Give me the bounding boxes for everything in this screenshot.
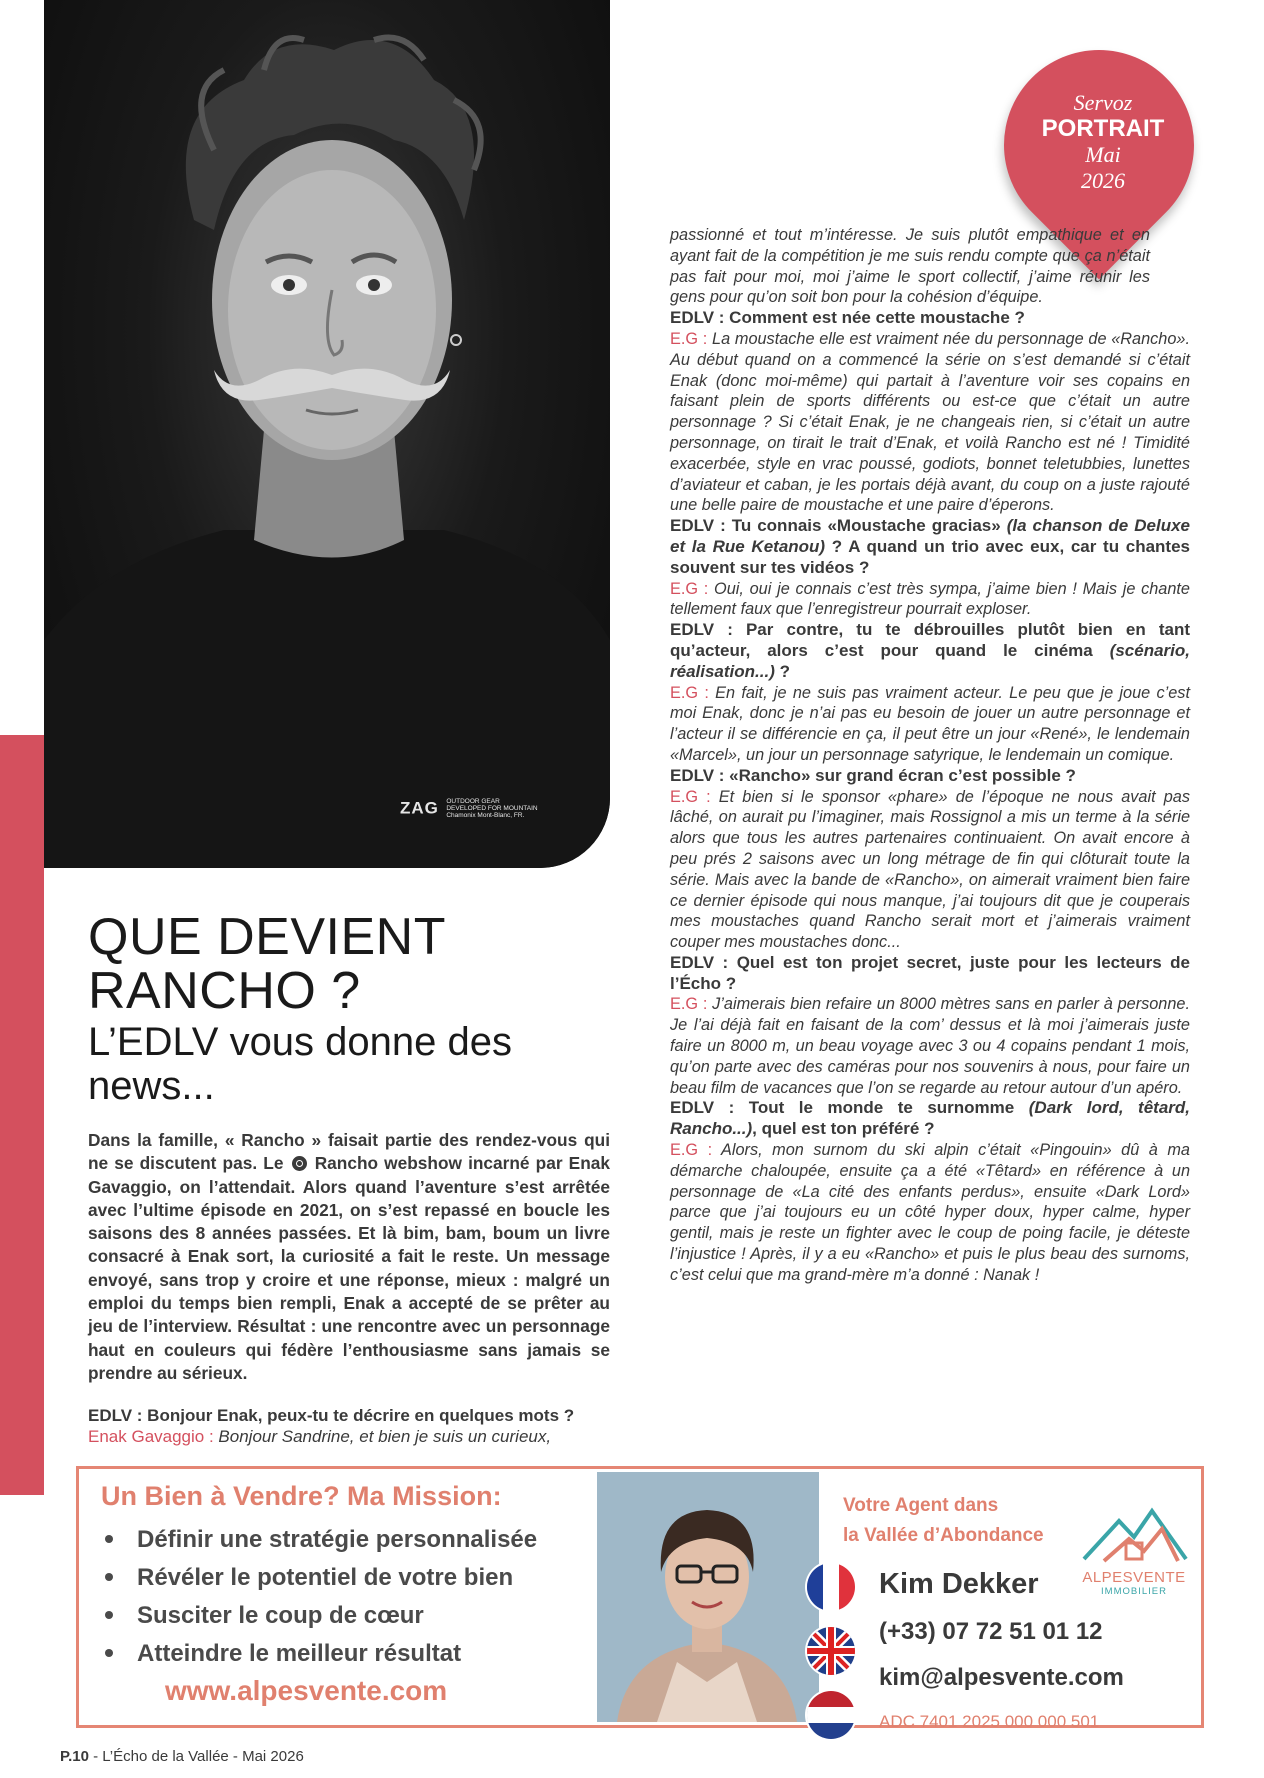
uk-flag-icon[interactable] [807,1627,855,1675]
question-1: EDLV : Bonjour Enak, peux-tu te décrire en quelques mots ? [88,1406,575,1425]
agent-tagline: Votre Agent dans la Vallée d’Abondance [843,1495,1044,1546]
answer-3: Oui, oui je connais c’est très sympa, j’aime bien ! Mais je chante tellement faux que l’enregistreur pourrait exploser. [670,579,1190,619]
mountain-logo-icon [1074,1499,1194,1569]
page-footer [60,1748,304,1765]
ad-bullet-1: Définir une stratégie personnalisée [101,1521,537,1559]
alpesvente-logo: ALPESVENTE IMMOBILIER [1069,1499,1199,1597]
ad-website-link[interactable]: www.alpesvente.com [165,1675,448,1706]
language-flags [807,1563,855,1755]
ad-bullet-3: Susciter le coup de cœur [101,1597,537,1635]
article-title [88,910,608,1108]
interview-column: passionné et tout m’intéresse. Je suis plutôt empathique et en ayant fait de la compétition je me suis rendu compte que ça n’était pas fait pour moi, moi j’aime le sport collectif, j’aime réunir les gens pour qu’on soit bon pour la cohésion d’équipe. EDLV : Comment est née cette moustache ? E.G : La moustache elle est vraiment née du personnage de «Rancho». Au début quand on a commencé la série on s’est demandé si c’était Enak (donc moi-même) qui partait à l’aventure voir ses copains en faisant plein de sports différents ou est-ce que c’était un autre personnage ? Si c’était Enak, je ne changeais rien, si c’était un autre personnage, on tirait le trait d’Enak, et voilà Rancho est né ! Timidité exacerbée, style en vrac poussé, godiots, bonnet teletubbies, lunettes d’aviateur et caban, je les portais déjà avant, du coup on a juste rajouté une belle paire de moustache et une paire d’éperons. EDLV : Tu connais «Moustache gracias» (la chanson de Deluxe et la Rue Ketanou) ? A quand un trio avec eux, car tu chantes souvent sur tes vidéos ? E.G : Oui, oui je connais c’est très sympa, j’aime bien ! Mais je chante tellement faux que l’enregistreur pourrait exploser. EDLV : Par contre, tu te débrouilles plutôt bien en tant qu’acteur, alors c’est pour quand le cinéma (scénario, réalisation...) ? E.G : En fait, je ne suis pas vraiment acteur. Le peu que je joue c’est moi Enak, donc je n’ai pas eu besoin de jouer un autre personnage et l’acteur il se différencie en ça, il peut être un jour «René», le lendemain «Marcel», un jour un personnage satyrique, le lendemain un comique. EDLV : «Rancho» sur grand écran c’est possible ? E.G : Et bien si le sponsor «phare» de l’époque ne nous avait pas lâché, on aurait pu l’imaginer, mais Rossignol a mis un terme à la série alors que tous les autres partenaires continuaient. On avait encore à peu prés 2 saisons avec un long métrage de fin qui clôturait toute la série. Mais avec la bande de «Rancho», on aimerait vraiment bien faire ce dernier épisode qui nous manque, j’ai toujours dit que je couperais mes moustaches quand Rancho serait mort et j’aimerais vraiment couper mes moustaches donc... EDLV : Quel est ton projet secret, juste pour les lecteurs de l’Écho ? E.G : J’aimerais bien refaire un 8000 mètres sans en parler à personne. Je l’ai déjà fait en faisant de la com’ dessus et là moi j’aimerais juste faire un 8000 m, un beau voyage avec 3 ou 4 copains pendant 1 mois, qu’on parte avec des caméras pour nos souvenirs à nous, pour faire un beau film de vacances que l’on se regarde au retour autour d’un apéro. EDLV : Tout le monde te surnomme (Dark lord, têtard, Rancho...), quel est ton préféré ? E.G : Alors, mon surnom du ski alpin c’était «Pingouin» dû à ma démarche chaloupée, ensuite ça a été «Têtard» en référence à un personnage de «La cité des enfants perdus», ensuite «Dark Lord» parce que j’ai toujours eu un côté hyper doux, hyper calme, hyper gentil, mais je reste un fighter avec le coup de poing facile, je déteste l’injustice ! Après, il y a eu «Rancho» et puis le plus beau des surnoms, c’est celui que ma grand-mère m’a donné : Nanak ! [670,226,1191,1284]
agent-photo [597,1472,819,1722]
ad-bullet-4: Atteindre le meilleur résultat [101,1635,537,1673]
badge-year: 2026 [1081,168,1125,193]
badge-month: Mai [1085,142,1121,167]
article-intro: Dans la famille, « Rancho » faisait partie des rendez-vous qui ne se discutent pas. Le Rancho webshow incarné par Enak Gavaggio, on l’attendait. Alors quand l’aventure s’est arrêtée avec l’ultime épisode en 2021, on s’est repassé en boucle les saisons des 8 années passées. Et là bim, bam, boum un livre consacré à Enak sort, la curiosité a fait le reste. Un message envoyé, sans trop y croire et une réponse, mieux : malgré un emploi du temps bien rempli, Enak a accepté de se prêter au jeu de l’interview. Résultat : une rencontre avec un personnage haut en couleurs qui fédère l’enthousiasme sans jamais se prendre au sérieux. [88,1130,610,1383]
agent-name: Kim Dekker [879,1568,1039,1600]
badge-section: PORTRAIT [1041,115,1165,142]
decorative-red-strip [0,735,44,1495]
ad-bullets [101,1521,537,1673]
ad-bullet-2: Révéler le potentiel de votre bien [101,1559,537,1597]
answer-5: Et bien si le sponsor «phare» de l’époque ne nous avait pas lâché, on aurait pu l’imaginer, mais Rossignol a mis un terme à la série alors que tous les autres partenaires continuaient. On avait encore à peu prés 2 saisons avec un long métrage de fin qui clôturait toute la série. Mais avec la bande de «Rancho», on aimerait vraiment bien faire ce dernier épisode qui nous manque, j’ai toujours dit que je couperais mes moustaches quand Rancho serait mort et j’aimerais vraiment couper mes moustaches donc... [670,787,1190,952]
portrait-illustration [44,0,610,868]
real-estate-ad [76,1466,1204,1731]
french-flag-icon[interactable] [807,1563,855,1611]
footer-text: - L’Écho de la Vallée - Mai 2026 [88,1748,304,1765]
agent-email[interactable]: kim@alpesvente.com [879,1664,1124,1691]
answer-6: J’aimerais bien refaire un 8000 mètres sans en parler à personne. Je l’ai déjà fait en faisant de la com’ dessus et là moi j’aimerais juste faire un 8000 m, un beau voyage avec 3 ou 4 copains pendant 1 mois, qu’on parte avec des caméras pour nos souvenirs à nous, pour faire un beau film de vacances que l’on se regarde au retour autour d’un apéro. [670,995,1190,1097]
speaker-label: Enak Gavaggio : [88,1427,214,1446]
question-2: EDLV : Comment est née cette moustache ? [670,308,1025,328]
question-3: EDLV : Tu connais «Moustache gracias» (la chanson de Deluxe et la Rue Ketanou) ? A quand un trio avec eux, car tu chantes souvent sur tes vidéos ? [670,516,1190,577]
answer-2: La moustache elle est vraiment née du personnage de «Rancho». Au début quand on a commencé la série on s’est demandé si c’était Enak (donc moi-même) qui partait à l’aventure voir ses copains en faisant plein de sports différents ou est-ce que c’était un autre personnage ? Si c’était Enak, je ne changeais rien, si c’était un autre personnage, on tirait le trait d’Enak, et voilà Rancho est né ! Timidité exacerbée, style en vrac poussé, godiots, bonnet teletubbies, lunettes d’aviateur et caban, je les portais déjà avant, du coup on a juste rajouté une belle paire de moustache et une paire d’éperons. [670,329,1190,515]
zag-logo: ZAG OUTDOOR GEAR DEVELOPED FOR MOUNTAIN Chamonix Mont-Blanc, FR. [400,798,538,819]
interview-start [88,1405,610,1447]
title-line1: QUE DEVIENT [88,908,446,966]
answer-1-start: Bonjour Sandrine, et bien je suis un curieux, [213,1427,552,1446]
answer-1-cont: passionné et tout m’intéresse. Je suis plutôt empathique et en ayant fait de la compétition je me suis rendu compte que ça n’était pas fait pour moi, moi j’aime le sport collectif, j’aime réunir les gens pour qu’on soit bon pour la cohésion d’équipe. [670,226,1150,307]
subtitle-line1: L’EDLV vous donne des [88,1020,513,1064]
ad-heading: Un Bien à Vendre? Ma Mission: [101,1481,502,1511]
portrait-photo [44,0,610,868]
badge-place: Servoz [1073,90,1133,115]
title-line2: RANCHO ? [88,962,361,1020]
agent-phone[interactable]: (+33) 07 72 51 01 12 [879,1618,1103,1645]
question-5: EDLV : «Rancho» sur grand écran c’est possible ? [670,765,1076,785]
question-4: EDLV : Par contre, tu te débrouilles plutôt bien en tant qu’acteur, alors c’est pour quand le cinéma (scénario, réalisation...) ? [670,620,1190,681]
page-number: P.10 [60,1748,89,1765]
question-7: EDLV : Tout le monde te surnomme (Dark lord, têtard, Rancho...), quel est ton préféré ? [670,1098,1191,1139]
youtube-icon [292,1156,307,1171]
dutch-flag-icon[interactable] [807,1691,855,1739]
agent-contact [879,1563,1124,1737]
answer-4: En fait, je ne suis pas vraiment acteur. Le peu que je joue c’est moi Enak, donc je n’ai pas eu besoin de jouer un autre personnage et l’acteur il se différencie en ça, il peut être un jour «René», le lendemain «Marcel», un jour un personnage satyrique, le lendemain un comique. [670,683,1190,764]
question-6: EDLV : Quel est ton projet secret, juste pour les lecteurs de l’Écho ? [670,952,1190,993]
answer-7: Alors, mon surnom du ski alpin c’était «Pingouin» dû à ma démarche chaloupée, ensuite ça a été «Têtard» en référence à un personnage de «La cité des enfants perdus», ensuite «Dark Lord» parce que j’ai toujours eu un côté hyper doux, hyper calme, hyper gentil, mais je reste un fighter avec le coup de poing facile, je déteste l’injustice ! Après, il y a eu «Rancho» et puis le plus beau des surnoms, c’est celui que ma grand-mère m’a donné : Nanak ! [670,1141,1190,1284]
subtitle-line2: news... [88,1064,215,1108]
agent-reference: ADC 7401 2025 000 000 501 [879,1712,1100,1731]
